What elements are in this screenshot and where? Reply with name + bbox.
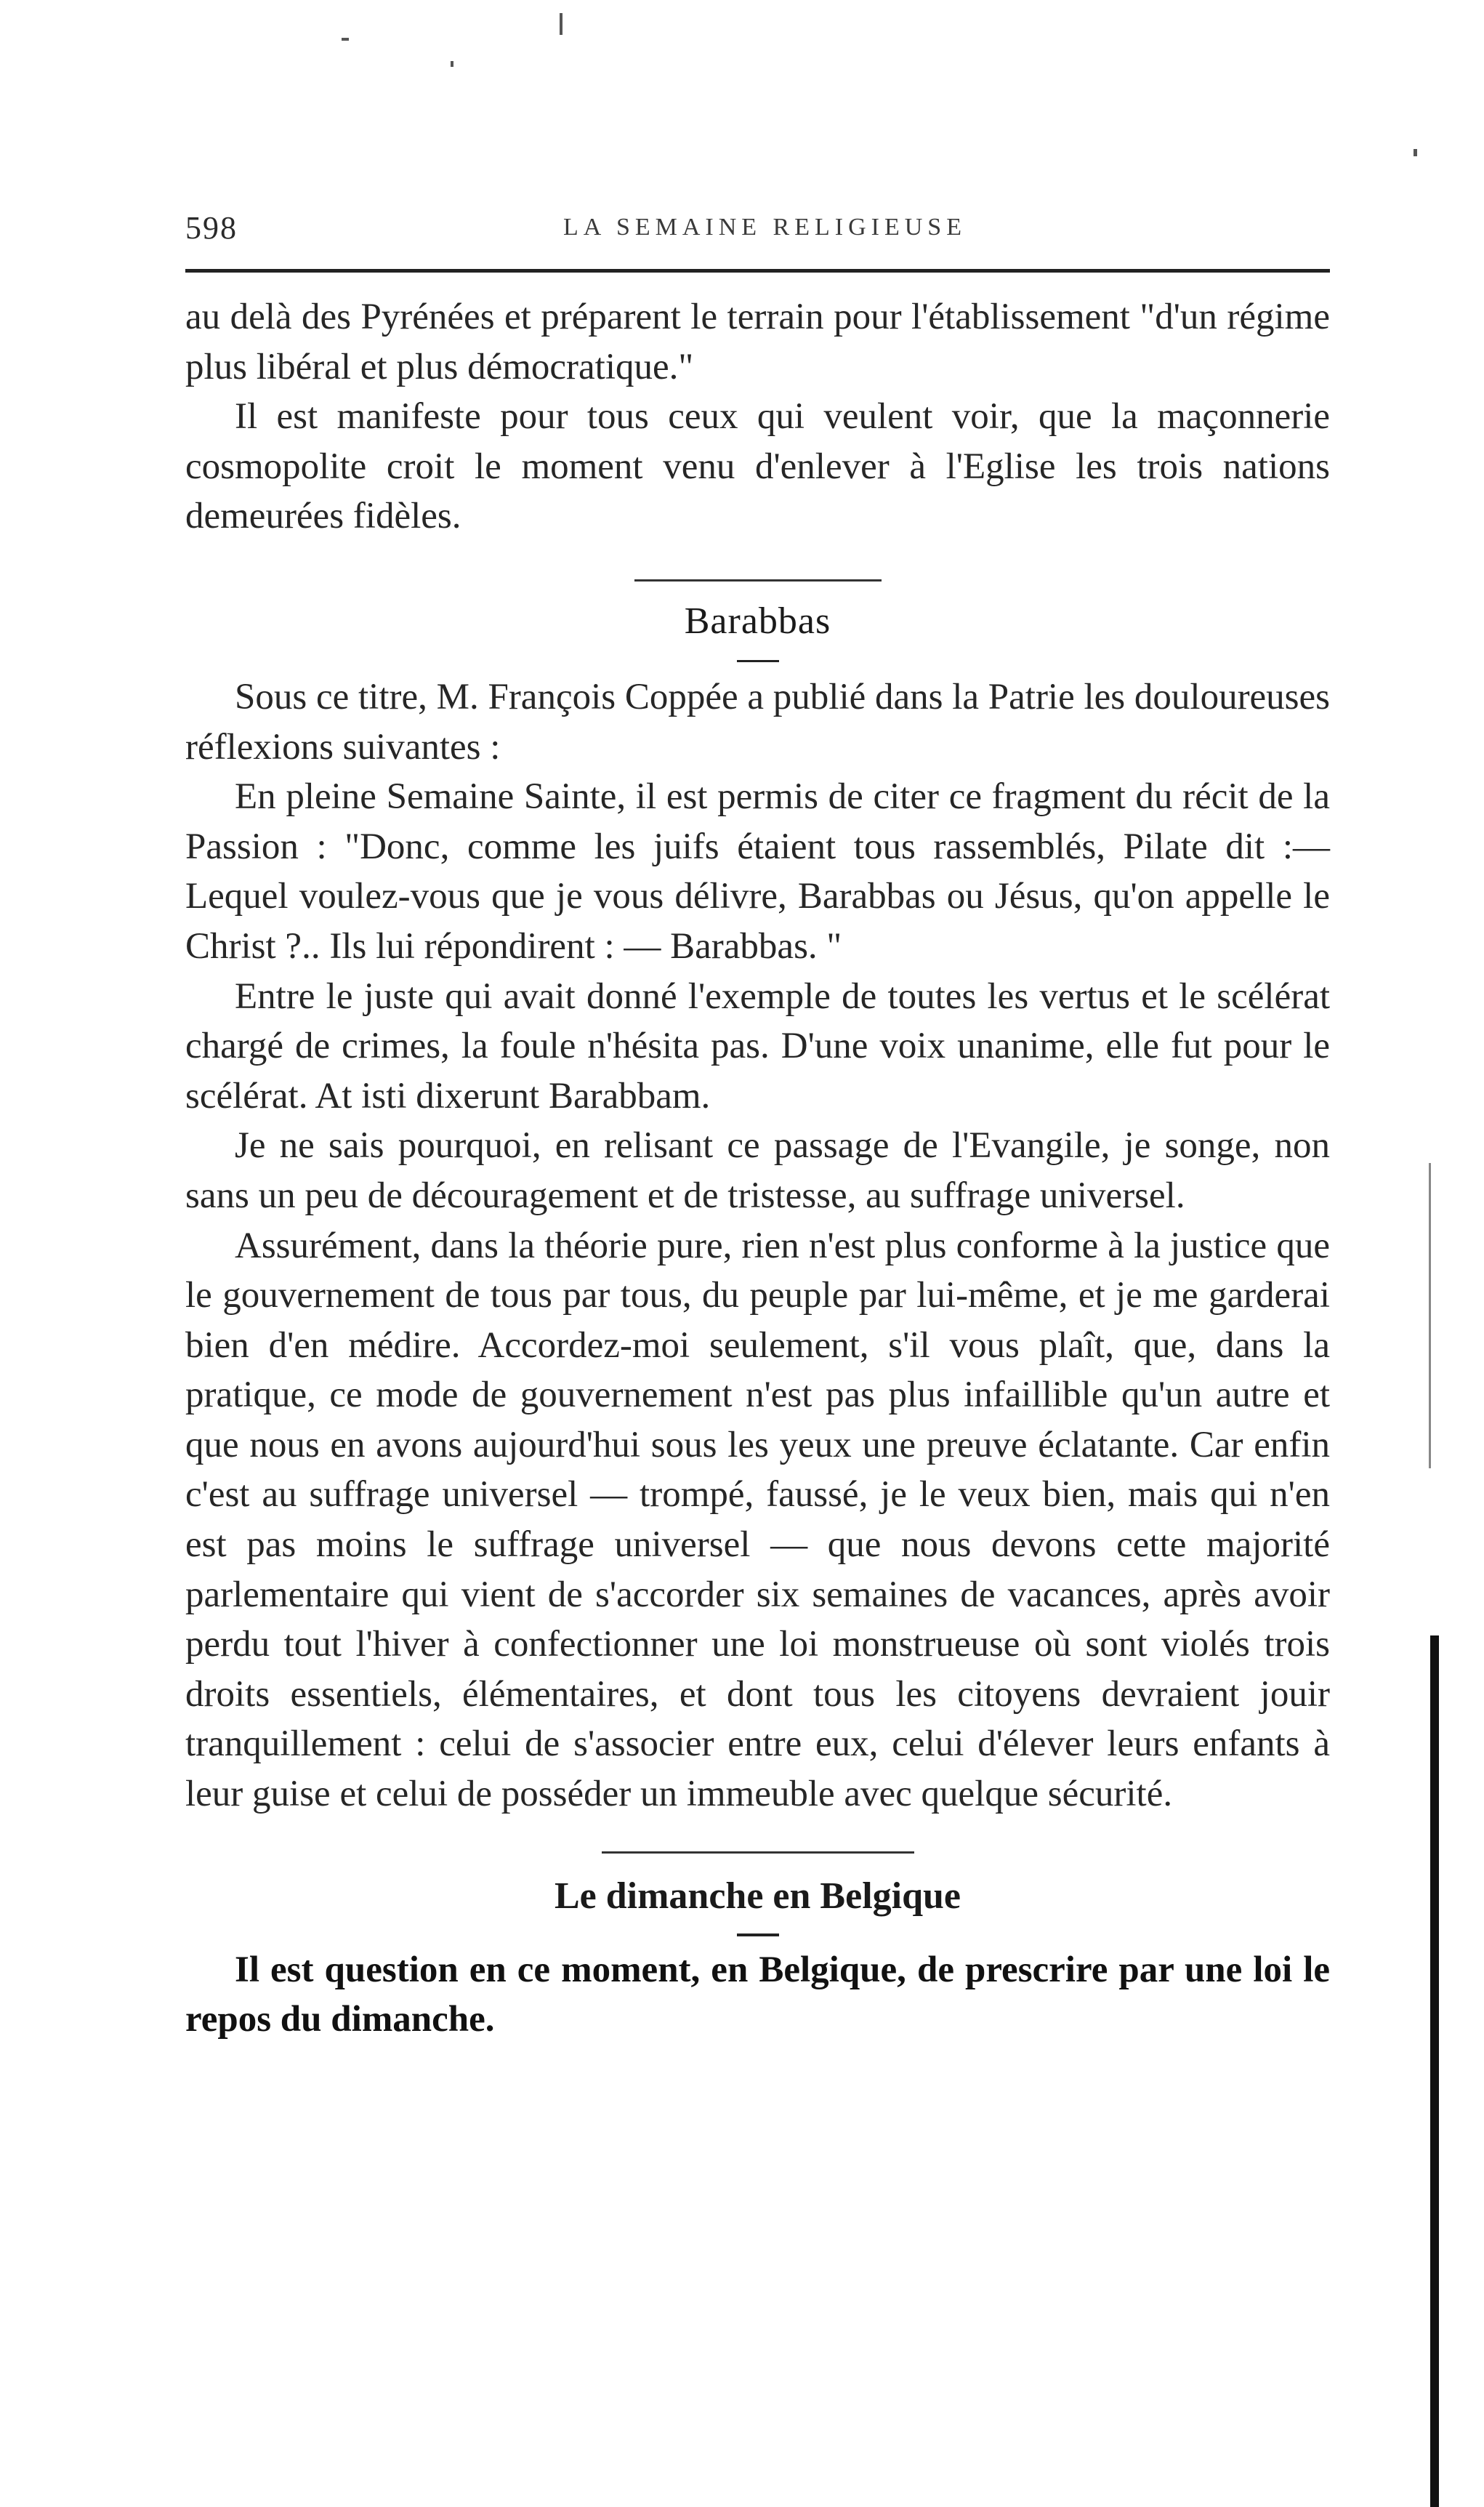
barabbas-paragraph-3: Entre le juste qui avait donné l'exemple de toutes les vertus et le scélérat chargé de crimes, la foule n'hésita pas. D'une voix unanime, elle fut pour le scélérat. At isti dixerunt Barabbam. xyxy=(185,975,1330,1116)
scan-edge-bar xyxy=(1430,1635,1439,2507)
barabbas-paragraph-2: En pleine Semaine Sainte, il est permis de citer ce fragment du récit de la Passion : "Donc, comme les juifs étaient tous rassemblés, Pilate dit :—Lequel voulez-vous que je vous délivre, Barabbas ou Jésus, qu'on appelle le Christ ?.. Ils lui répondirent : — Barabbas. " xyxy=(185,776,1330,967)
barabbas-paragraph-1: Sous ce titre, M. François Coppée a publié dans la Patrie les douloureuses réflexions suivantes : xyxy=(185,676,1331,768)
section-separator-rule-2 xyxy=(602,1851,914,1854)
dimanche-paragraph-1: Il est question en ce moment, en Belgique, de prescrire par une loi le repos du dimanche. xyxy=(185,1949,1330,2040)
section-title-dimanche: Le dimanche en Belgique xyxy=(554,1875,961,1917)
page-number: 598 xyxy=(185,210,238,246)
scan-speck xyxy=(560,13,562,35)
scan-speck xyxy=(342,38,349,41)
page-header xyxy=(185,209,1330,253)
dimanche-block xyxy=(185,1945,1330,2045)
running-title: LA SEMAINE RELIGIEUSE xyxy=(563,214,967,241)
scan-speck xyxy=(1414,149,1417,156)
barabbas-paragraph-5: Assurément, dans la théorie pure, rien n'est plus conforme à la justice que le gouvernement de tous par tous, du peuple par lui-même, et je me garderai bien d'en médire. Accordez-moi seulement, s'il vous plaît, que, dans la pratique, ce mode de gouvernement n'est pas plus infaillible qu'un autre et que nous en avons aujourd'hui sous les yeux une preuve éclatante. Car enfin c'est au suffrage universel — trompé, faussé, je le veux bien, mais qui n'en est pas moins le suffrage universel — que nous devons cette majorité parlementaire qui vient de s'accorder six semaines de vacances, après avoir perdu tout l'hiver à confectionner une loi monstrueuse où sont violés trois droits essentiels, élémentaires, et dont tous les citoyens devraient jouir tranquillement : celui de s'associer entre eux, celui d'élever leurs enfants à leur guise et celui de posséder un immeuble avec quelque sécurité. xyxy=(185,1225,1330,1815)
intro-paragraph-1: au delà des Pyrénées et préparent le terrain pour l'établissement "d'un régime plus libéral et plus démocratique." xyxy=(185,297,1330,387)
section-title-barabbas: Barabbas xyxy=(684,600,831,642)
barabbas-paragraph-4: Je ne sais pourquoi, en relisant ce passage de l'Evangile, je songe, non sans un peu de découragement et de tristesse, au suffrage universel. xyxy=(185,1125,1330,1216)
scan-speck xyxy=(451,61,453,67)
intro-paragraph-2: Il est manifeste pour tous ceux qui veulent voir, que la maçonnerie cosmopolite croit le moment venu d'enlever à l'Eglise les trois nations demeurées fidèles. xyxy=(185,396,1330,537)
scan-edge-mark xyxy=(1429,1163,1431,1468)
title-dash-2 xyxy=(737,1933,779,1936)
text-column xyxy=(185,292,1330,2045)
title-dash xyxy=(737,660,779,662)
header-rule xyxy=(185,269,1330,273)
section-separator-rule xyxy=(634,579,882,582)
